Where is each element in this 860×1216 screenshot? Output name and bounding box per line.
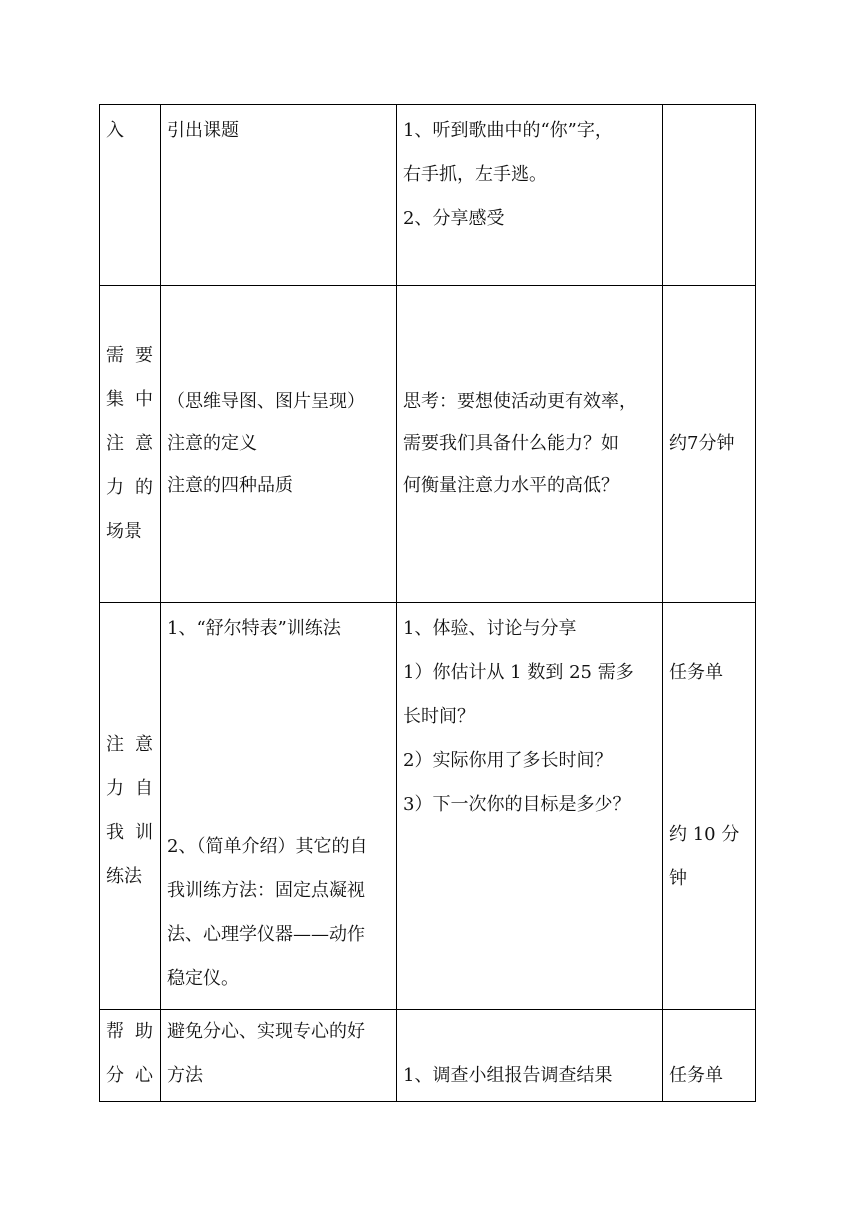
activity-text: 3）下一次你的目标是多少？ — [403, 794, 631, 815]
time-cell — [663, 603, 756, 1010]
stage-text: 分心 — [106, 1065, 164, 1086]
table-row — [100, 105, 756, 286]
stage-text: 帮助 — [106, 1021, 164, 1042]
content-cell — [161, 1010, 397, 1102]
content-text: 2、（简单介绍）其它的自 — [167, 836, 368, 857]
time-text: 约7分钟 — [669, 433, 735, 454]
stage-text: 力的 — [106, 477, 164, 498]
activity-text: 1、听到歌曲中的“你”字， — [403, 120, 613, 141]
content-text: 注意的定义 — [167, 433, 257, 454]
stage-text: 我训 — [106, 822, 164, 843]
stage-cell — [100, 286, 164, 603]
time-text: 约 10 分 — [669, 824, 740, 845]
activity-text: 2）实际你用了多长时间？ — [403, 750, 613, 771]
stage-text: 集中 — [106, 389, 164, 410]
time-cell — [663, 286, 756, 603]
time-text: 任务单 — [669, 1065, 723, 1086]
time-text: 钟 — [669, 868, 687, 889]
stage-text: 练法 — [106, 866, 142, 887]
time-text: 任务单 — [669, 662, 723, 683]
activity-cell — [397, 603, 663, 1010]
stage-cell — [100, 105, 161, 286]
stage-text: 力自 — [106, 778, 164, 799]
stage-text: 注意 — [106, 433, 164, 454]
activity-text: 1、调查小组报告调查结果 — [403, 1065, 613, 1086]
activity-text: 1、体验、讨论与分享 — [403, 618, 577, 639]
activity-text: 需要我们具备什么能力？如 — [403, 433, 619, 454]
lesson-plan-table — [99, 104, 756, 1102]
spacer — [669, 695, 749, 813]
content-cell — [161, 603, 397, 1010]
content-text: 引出课题 — [167, 120, 239, 141]
stage-cell — [100, 603, 164, 1010]
table-row — [100, 286, 756, 603]
activity-text: 长时间？ — [403, 706, 475, 727]
stage-text: 场景 — [106, 521, 142, 542]
activity-cell — [397, 1010, 663, 1102]
activity-cell — [397, 105, 663, 286]
table-row — [100, 603, 756, 1010]
content-text: 稳定仪。 — [167, 968, 239, 989]
content-text: （思维导图、图片呈现） — [167, 391, 365, 412]
activity-text: 1）你估计从 1 数到 25 需多 — [403, 662, 634, 683]
content-text: 方法 — [167, 1065, 203, 1086]
content-text: 注意的四种品质 — [167, 475, 293, 496]
stage-text: 需要 — [106, 345, 164, 366]
activity-text: 何衡量注意力水平的高低？ — [403, 475, 619, 496]
spacer — [167, 651, 390, 825]
content-text: 1、“舒尔特表”训练法 — [167, 618, 341, 639]
content-cell — [161, 105, 397, 286]
content-text: 我训练方法：固定点凝视 — [167, 880, 365, 901]
content-cell — [161, 286, 397, 603]
stage-cell — [100, 1010, 164, 1102]
stage-text: 入 — [106, 120, 124, 141]
time-cell — [663, 1010, 756, 1102]
table-row — [100, 1010, 756, 1102]
activity-text: 2、分享感受 — [403, 208, 505, 229]
content-text: 法、心理学仪器——动作 — [167, 924, 365, 945]
activity-text: 思考：要想使活动更有效率， — [403, 391, 637, 412]
activity-cell — [397, 286, 663, 603]
time-cell — [663, 105, 756, 286]
content-text: 避免分心、实现专心的好 — [167, 1021, 365, 1042]
stage-text: 注意 — [106, 734, 164, 755]
activity-text: 右手抓，左手逃。 — [403, 164, 547, 185]
